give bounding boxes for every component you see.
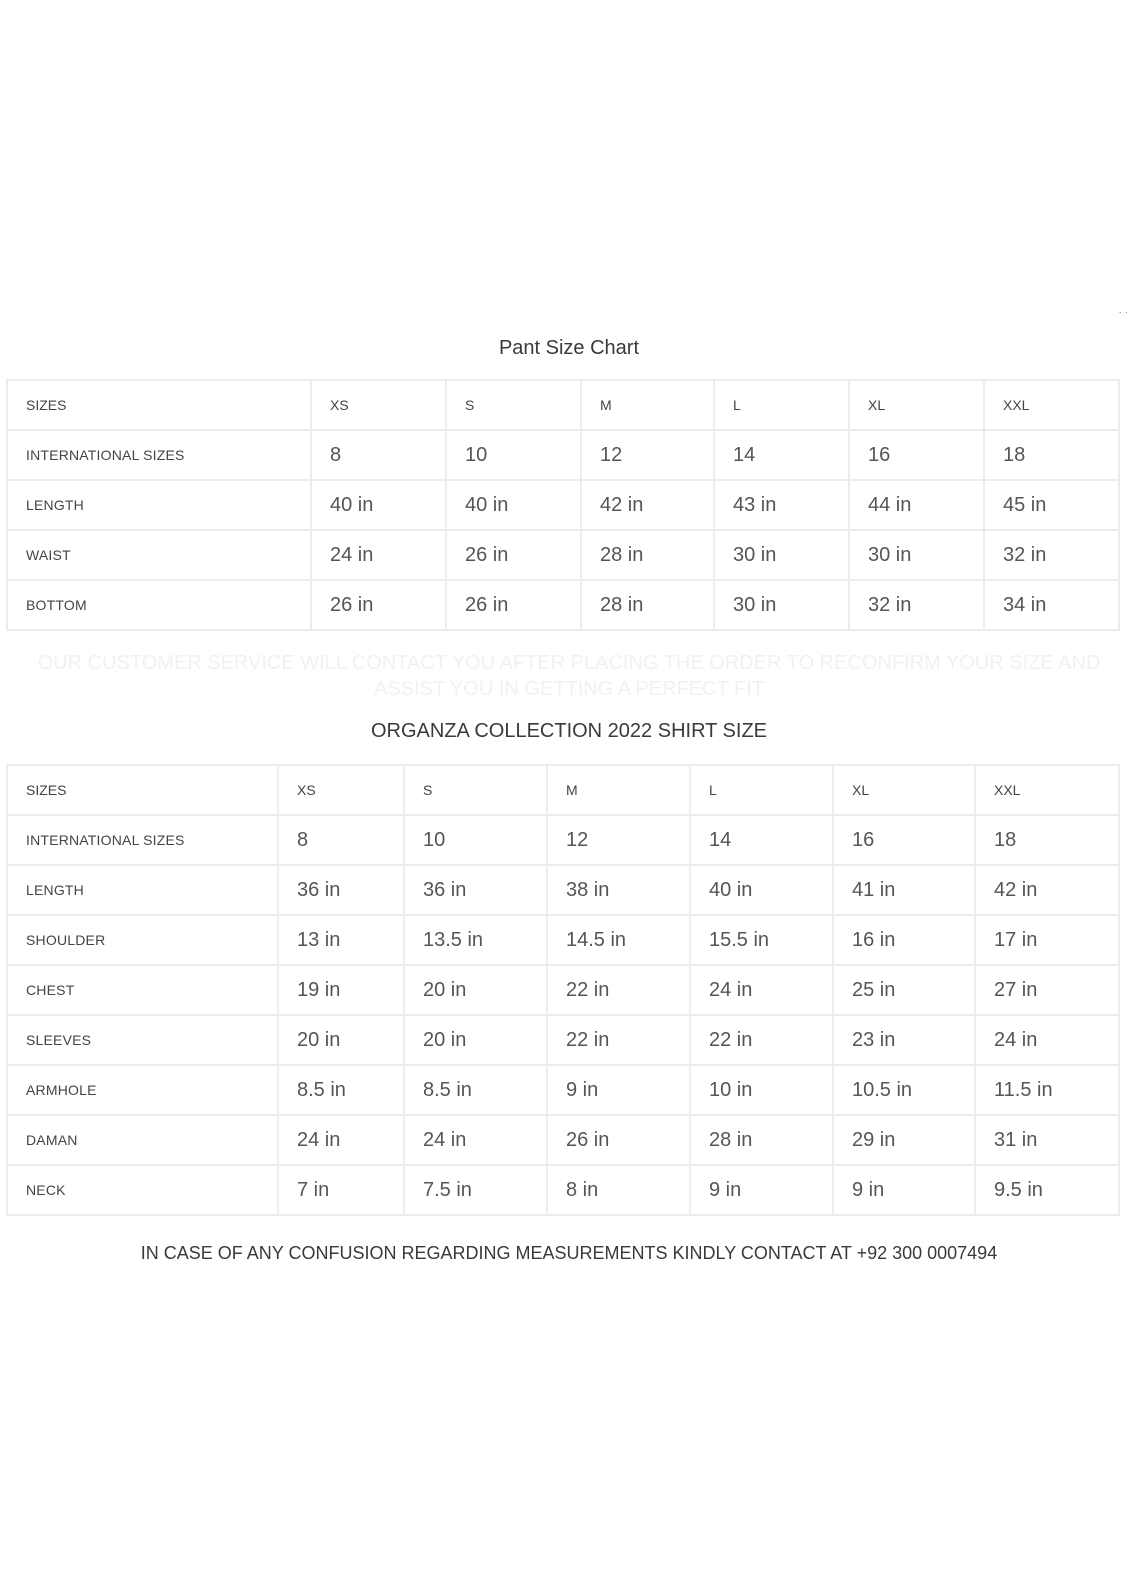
size-header-cell: XS <box>278 765 404 815</box>
value-cell: 42 in <box>975 865 1119 915</box>
table-row <box>7 430 1119 480</box>
table-row <box>7 915 1119 965</box>
row-label-cell: WAIST <box>7 530 311 580</box>
value-cell: 8.5 in <box>404 1065 547 1115</box>
table-row <box>7 1065 1119 1115</box>
value-cell: 26 in <box>446 580 581 630</box>
table-row <box>7 1015 1119 1065</box>
value-cell: 14 <box>714 430 849 480</box>
value-cell: 15.5 in <box>690 915 833 965</box>
value-cell: 13 in <box>278 915 404 965</box>
value-cell: 24 in <box>690 965 833 1015</box>
table-row <box>7 965 1119 1015</box>
row-label-cell: SHOULDER <box>7 915 278 965</box>
value-cell: 30 in <box>714 580 849 630</box>
pant-table-body <box>7 380 1119 630</box>
size-header-cell: XS <box>311 380 446 430</box>
table-row <box>7 580 1119 630</box>
value-cell: 26 in <box>446 530 581 580</box>
row-label-cell: LENGTH <box>7 480 311 530</box>
table-row <box>7 815 1119 865</box>
shirt-chart-title: ORGANZA COLLECTION 2022 SHIRT SIZE <box>370 720 768 742</box>
table-row <box>7 530 1119 580</box>
row-label-cell: SLEEVES <box>7 1015 278 1065</box>
value-cell: 20 in <box>404 1015 547 1065</box>
value-cell: 8 in <box>547 1165 690 1215</box>
value-cell: 25 in <box>833 965 975 1015</box>
value-cell: 26 in <box>547 1115 690 1165</box>
size-header-cell: XXL <box>984 380 1119 430</box>
row-label-cell: DAMAN <box>7 1115 278 1165</box>
fit-note-line-1: OUR CUSTOMER SERVICE WILL CONTACT YOU AFTER PLACING THE ORDER TO RECONFIRM YOUR SIZE AND <box>37 652 1101 674</box>
value-cell: 42 in <box>581 480 714 530</box>
pant-size-table <box>6 379 1120 631</box>
value-cell: 9 in <box>547 1065 690 1115</box>
value-cell: 11.5 in <box>975 1065 1119 1115</box>
value-cell: 29 in <box>833 1115 975 1165</box>
size-header-cell: L <box>714 380 849 430</box>
value-cell: 8 <box>311 430 446 480</box>
value-cell: 9 in <box>690 1165 833 1215</box>
value-cell: 9.5 in <box>975 1165 1119 1215</box>
value-cell: 14 <box>690 815 833 865</box>
value-cell: 16 <box>849 430 984 480</box>
value-cell: 34 in <box>984 580 1119 630</box>
value-cell: 20 in <box>278 1015 404 1065</box>
row-label-cell: LENGTH <box>7 865 278 915</box>
value-cell: 16 <box>833 815 975 865</box>
size-header-cell: XL <box>833 765 975 815</box>
pant-chart-title: Pant Size Chart <box>498 337 640 359</box>
size-header-cell: L <box>690 765 833 815</box>
value-cell: 28 in <box>581 530 714 580</box>
value-cell: 45 in <box>984 480 1119 530</box>
value-cell: 43 in <box>714 480 849 530</box>
row-label-cell: BOTTOM <box>7 580 311 630</box>
value-cell: 41 in <box>833 865 975 915</box>
value-cell: 32 in <box>984 530 1119 580</box>
value-cell: 19 in <box>278 965 404 1015</box>
value-cell: 20 in <box>404 965 547 1015</box>
value-cell: 7 in <box>278 1165 404 1215</box>
value-cell: 24 in <box>278 1115 404 1165</box>
size-header-cell: M <box>581 380 714 430</box>
sizes-header-cell: SIZES <box>7 380 311 430</box>
value-cell: 36 in <box>278 865 404 915</box>
row-label-cell: INTERNATIONAL SIZES <box>7 430 311 480</box>
shirt-size-table <box>6 764 1120 1216</box>
size-header-cell: XXL <box>975 765 1119 815</box>
value-cell: 40 in <box>446 480 581 530</box>
row-label-cell: ARMHOLE <box>7 1065 278 1115</box>
value-cell: 38 in <box>547 865 690 915</box>
size-header-cell: XL <box>849 380 984 430</box>
value-cell: 18 <box>975 815 1119 865</box>
table-row <box>7 480 1119 530</box>
value-cell: 18 <box>984 430 1119 480</box>
fit-note-line-2: ASSIST YOU IN GETTING A PERFECT FIT <box>373 678 765 700</box>
row-label-cell: CHEST <box>7 965 278 1015</box>
row-label-cell: INTERNATIONAL SIZES <box>7 815 278 865</box>
table-row <box>7 1115 1119 1165</box>
row-label-cell: NECK <box>7 1165 278 1215</box>
value-cell: 14.5 in <box>547 915 690 965</box>
size-header-cell: M <box>547 765 690 815</box>
value-cell: 10 in <box>690 1065 833 1115</box>
value-cell: 10 <box>404 815 547 865</box>
value-cell: 40 in <box>690 865 833 915</box>
value-cell: 24 in <box>404 1115 547 1165</box>
table-row <box>7 865 1119 915</box>
value-cell: 23 in <box>833 1015 975 1065</box>
value-cell: 30 in <box>849 530 984 580</box>
value-cell: 8.5 in <box>278 1065 404 1115</box>
header-row <box>7 765 1119 815</box>
value-cell: 28 in <box>690 1115 833 1165</box>
value-cell: 44 in <box>849 480 984 530</box>
header-row <box>7 380 1119 430</box>
value-cell: 10 <box>446 430 581 480</box>
value-cell: 26 in <box>311 580 446 630</box>
size-header-cell: S <box>404 765 547 815</box>
value-cell: 24 in <box>975 1015 1119 1065</box>
value-cell: 22 in <box>547 1015 690 1065</box>
value-cell: 16 in <box>833 915 975 965</box>
value-cell: 32 in <box>849 580 984 630</box>
size-header-cell: S <box>446 380 581 430</box>
value-cell: 36 in <box>404 865 547 915</box>
contact-note-cut <box>0 1243 1138 1263</box>
shirt-table-body <box>7 765 1119 1215</box>
value-cell: 17 in <box>975 915 1119 965</box>
value-cell: 9 in <box>833 1165 975 1215</box>
corner-mark: · · <box>1118 307 1128 318</box>
value-cell: 10.5 in <box>833 1065 975 1115</box>
value-cell: 22 in <box>690 1015 833 1065</box>
value-cell: 12 <box>581 430 714 480</box>
value-cell: 28 in <box>581 580 714 630</box>
value-cell: 27 in <box>975 965 1119 1015</box>
value-cell: 7.5 in <box>404 1165 547 1215</box>
value-cell: 30 in <box>714 530 849 580</box>
sizes-header-cell: SIZES <box>7 765 278 815</box>
table-row <box>7 1165 1119 1215</box>
value-cell: 40 in <box>311 480 446 530</box>
value-cell: 22 in <box>547 965 690 1015</box>
value-cell: 24 in <box>311 530 446 580</box>
contact-note-text: IN CASE OF ANY CONFUSION REGARDING MEASUREMENTS KINDLY CONTACT AT +92 300 0007494 <box>140 1243 998 1263</box>
value-cell: 13.5 in <box>404 915 547 965</box>
value-cell: 31 in <box>975 1115 1119 1165</box>
value-cell: 8 <box>278 815 404 865</box>
value-cell: 12 <box>547 815 690 865</box>
